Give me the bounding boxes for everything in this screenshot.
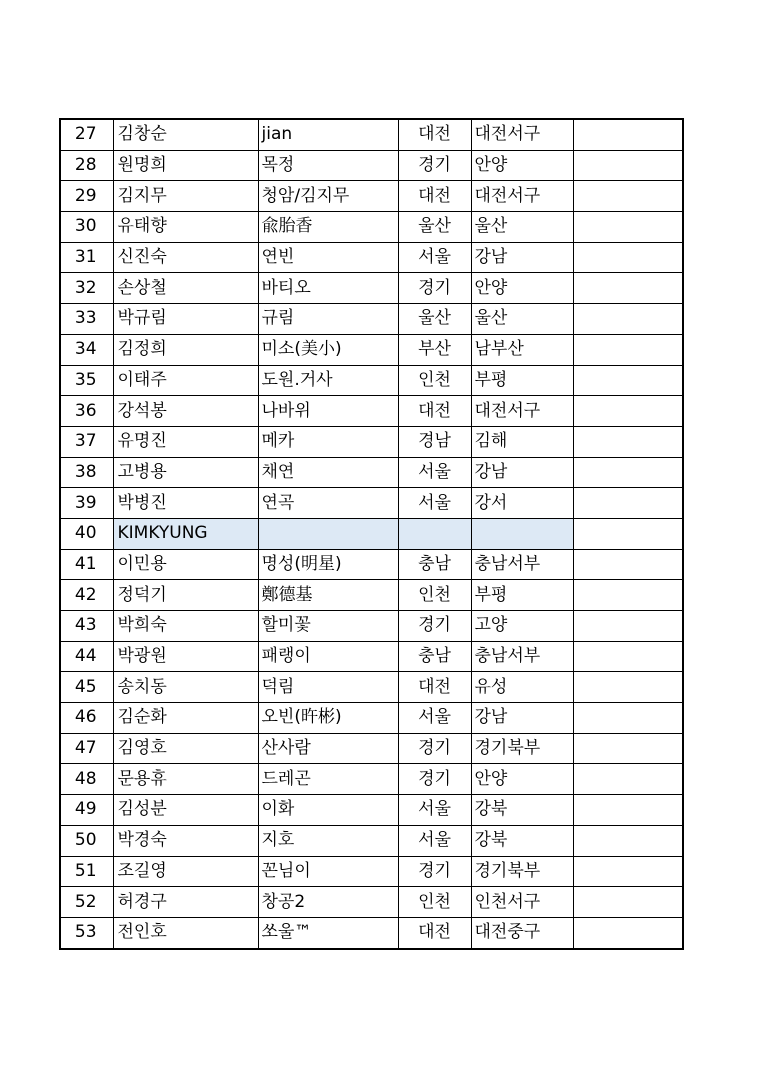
member-nickname-cell: 오빈(旿彬) — [258, 703, 398, 734]
table-row — [60, 703, 683, 734]
member-extra-cell — [573, 611, 683, 642]
row-number-cell: 36 — [60, 396, 113, 427]
row-number-cell: 44 — [60, 641, 113, 672]
member-table-sheet — [59, 118, 682, 950]
member-area-cell: 남부산 — [471, 334, 573, 365]
member-extra-cell — [573, 334, 683, 365]
member-name-cell: 강석봉 — [113, 396, 258, 427]
member-extra-cell — [573, 917, 683, 948]
row-number-cell: 46 — [60, 703, 113, 734]
table-row — [60, 457, 683, 488]
row-number-cell: 27 — [60, 119, 113, 150]
row-number-cell: 48 — [60, 764, 113, 795]
row-number-cell: 53 — [60, 917, 113, 948]
member-nickname-cell: jian — [258, 119, 398, 150]
member-extra-cell — [573, 119, 683, 150]
row-number-cell: 33 — [60, 304, 113, 335]
member-area-cell: 안양 — [471, 273, 573, 304]
table-row — [60, 580, 683, 611]
row-number-cell: 42 — [60, 580, 113, 611]
table-row — [60, 150, 683, 181]
member-area-cell: 울산 — [471, 304, 573, 335]
table-row — [60, 641, 683, 672]
member-name-cell: 박병진 — [113, 488, 258, 519]
member-nickname-cell: 목정 — [258, 150, 398, 181]
member-region-cell: 서울 — [398, 242, 471, 273]
member-area-cell: 안양 — [471, 764, 573, 795]
member-nickname-cell: 도원.거사 — [258, 365, 398, 396]
member-region-cell: 울산 — [398, 212, 471, 243]
member-area-cell: 강남 — [471, 703, 573, 734]
member-table-body — [60, 119, 683, 949]
row-number-cell: 30 — [60, 212, 113, 243]
member-name-cell: 이민용 — [113, 549, 258, 580]
member-name-cell: 박경숙 — [113, 825, 258, 856]
member-region-cell: 대전 — [398, 672, 471, 703]
table-row — [60, 764, 683, 795]
row-number-cell: 47 — [60, 733, 113, 764]
member-extra-cell — [573, 703, 683, 734]
member-name-cell: 박광원 — [113, 641, 258, 672]
member-nickname-cell: 명성(明星) — [258, 549, 398, 580]
table-row — [60, 611, 683, 642]
member-nickname-cell: 연빈 — [258, 242, 398, 273]
member-region-cell — [398, 518, 471, 549]
table-row — [60, 242, 683, 273]
table-row — [60, 518, 683, 549]
member-extra-cell — [573, 795, 683, 826]
member-name-cell: 고병용 — [113, 457, 258, 488]
member-area-cell: 대전서구 — [471, 119, 573, 150]
member-name-cell: 송치동 — [113, 672, 258, 703]
member-name-cell: 김순화 — [113, 703, 258, 734]
member-extra-cell — [573, 273, 683, 304]
table-row — [60, 549, 683, 580]
member-area-cell: 대전서구 — [471, 181, 573, 212]
row-number-cell: 34 — [60, 334, 113, 365]
member-nickname-cell — [258, 518, 398, 549]
member-extra-cell — [573, 518, 683, 549]
row-number-cell: 32 — [60, 273, 113, 304]
member-name-cell: KIMKYUNG — [113, 518, 258, 549]
member-extra-cell — [573, 150, 683, 181]
member-region-cell: 부산 — [398, 334, 471, 365]
table-row — [60, 672, 683, 703]
member-area-cell: 대전서구 — [471, 396, 573, 427]
member-name-cell: 김성분 — [113, 795, 258, 826]
member-area-cell: 유성 — [471, 672, 573, 703]
member-region-cell: 대전 — [398, 917, 471, 948]
member-area-cell: 고양 — [471, 611, 573, 642]
member-area-cell — [471, 518, 573, 549]
member-extra-cell — [573, 365, 683, 396]
member-region-cell: 경기 — [398, 856, 471, 887]
member-extra-cell — [573, 457, 683, 488]
row-number-cell: 38 — [60, 457, 113, 488]
member-area-cell: 대전중구 — [471, 917, 573, 948]
row-number-cell: 31 — [60, 242, 113, 273]
member-area-cell: 충남서부 — [471, 641, 573, 672]
member-region-cell: 인천 — [398, 365, 471, 396]
member-area-cell: 강북 — [471, 795, 573, 826]
member-region-cell: 경기 — [398, 273, 471, 304]
member-area-cell: 안양 — [471, 150, 573, 181]
member-area-cell: 울산 — [471, 212, 573, 243]
member-name-cell: 전인호 — [113, 917, 258, 948]
member-area-cell: 김해 — [471, 426, 573, 457]
member-region-cell: 인천 — [398, 580, 471, 611]
table-row — [60, 825, 683, 856]
member-region-cell: 인천 — [398, 887, 471, 918]
member-area-cell: 강서 — [471, 488, 573, 519]
member-area-cell: 강북 — [471, 825, 573, 856]
member-extra-cell — [573, 426, 683, 457]
row-number-cell: 51 — [60, 856, 113, 887]
member-nickname-cell: 연곡 — [258, 488, 398, 519]
member-nickname-cell: 드레곤 — [258, 764, 398, 795]
member-name-cell: 문용휴 — [113, 764, 258, 795]
member-nickname-cell: 채연 — [258, 457, 398, 488]
row-number-cell: 37 — [60, 426, 113, 457]
member-nickname-cell: 산사람 — [258, 733, 398, 764]
row-number-cell: 50 — [60, 825, 113, 856]
member-region-cell: 경기 — [398, 733, 471, 764]
member-region-cell: 울산 — [398, 304, 471, 335]
member-area-cell: 부평 — [471, 365, 573, 396]
member-extra-cell — [573, 212, 683, 243]
table-row — [60, 396, 683, 427]
member-table — [59, 118, 684, 950]
member-name-cell: 허경구 — [113, 887, 258, 918]
member-region-cell: 대전 — [398, 181, 471, 212]
member-nickname-cell: 덕림 — [258, 672, 398, 703]
member-nickname-cell: 兪胎香 — [258, 212, 398, 243]
member-name-cell: 손상철 — [113, 273, 258, 304]
member-name-cell: 조길영 — [113, 856, 258, 887]
table-row — [60, 304, 683, 335]
member-extra-cell — [573, 641, 683, 672]
table-row — [60, 212, 683, 243]
member-name-cell: 박규림 — [113, 304, 258, 335]
member-extra-cell — [573, 580, 683, 611]
member-name-cell: 유태향 — [113, 212, 258, 243]
member-area-cell: 부평 — [471, 580, 573, 611]
member-extra-cell — [573, 488, 683, 519]
member-extra-cell — [573, 304, 683, 335]
member-name-cell: 김정희 — [113, 334, 258, 365]
member-nickname-cell: 할미꽃 — [258, 611, 398, 642]
table-row — [60, 917, 683, 948]
member-region-cell: 대전 — [398, 119, 471, 150]
member-nickname-cell: 鄭德基 — [258, 580, 398, 611]
row-number-cell: 52 — [60, 887, 113, 918]
member-region-cell: 경남 — [398, 426, 471, 457]
member-region-cell: 서울 — [398, 488, 471, 519]
member-region-cell: 경기 — [398, 611, 471, 642]
member-extra-cell — [573, 549, 683, 580]
member-extra-cell — [573, 396, 683, 427]
member-nickname-cell: 바티오 — [258, 273, 398, 304]
row-number-cell: 49 — [60, 795, 113, 826]
member-name-cell: 유명진 — [113, 426, 258, 457]
member-region-cell: 충남 — [398, 549, 471, 580]
table-row — [60, 273, 683, 304]
member-region-cell: 충남 — [398, 641, 471, 672]
member-area-cell: 경기북부 — [471, 856, 573, 887]
table-row — [60, 119, 683, 150]
member-name-cell: 김창순 — [113, 119, 258, 150]
member-name-cell: 김영호 — [113, 733, 258, 764]
row-number-cell: 40 — [60, 518, 113, 549]
row-number-cell: 39 — [60, 488, 113, 519]
table-row — [60, 887, 683, 918]
table-row — [60, 488, 683, 519]
member-area-cell: 경기북부 — [471, 733, 573, 764]
member-nickname-cell: 청암/김지무 — [258, 181, 398, 212]
member-nickname-cell: 쏘울™ — [258, 917, 398, 948]
member-extra-cell — [573, 672, 683, 703]
member-nickname-cell: 이화 — [258, 795, 398, 826]
member-name-cell: 김지무 — [113, 181, 258, 212]
row-number-cell: 41 — [60, 549, 113, 580]
member-name-cell: 정덕기 — [113, 580, 258, 611]
member-area-cell: 강남 — [471, 242, 573, 273]
member-region-cell: 서울 — [398, 703, 471, 734]
member-name-cell: 이태주 — [113, 365, 258, 396]
row-number-cell: 29 — [60, 181, 113, 212]
table-row — [60, 181, 683, 212]
member-nickname-cell: 미소(美小) — [258, 334, 398, 365]
member-nickname-cell: 메카 — [258, 426, 398, 457]
row-number-cell: 43 — [60, 611, 113, 642]
member-nickname-cell: 지호 — [258, 825, 398, 856]
member-region-cell: 경기 — [398, 150, 471, 181]
table-row — [60, 795, 683, 826]
member-region-cell: 서울 — [398, 825, 471, 856]
member-name-cell: 원명희 — [113, 150, 258, 181]
member-extra-cell — [573, 181, 683, 212]
member-name-cell: 신진숙 — [113, 242, 258, 273]
member-extra-cell — [573, 733, 683, 764]
member-extra-cell — [573, 856, 683, 887]
member-extra-cell — [573, 242, 683, 273]
member-nickname-cell: 창공2 — [258, 887, 398, 918]
member-area-cell: 강남 — [471, 457, 573, 488]
member-nickname-cell: 패랭이 — [258, 641, 398, 672]
row-number-cell: 45 — [60, 672, 113, 703]
table-row — [60, 733, 683, 764]
member-nickname-cell: 꼰님이 — [258, 856, 398, 887]
table-row — [60, 365, 683, 396]
row-number-cell: 28 — [60, 150, 113, 181]
table-row — [60, 334, 683, 365]
member-nickname-cell: 규림 — [258, 304, 398, 335]
member-extra-cell — [573, 764, 683, 795]
row-number-cell: 35 — [60, 365, 113, 396]
member-area-cell: 인천서구 — [471, 887, 573, 918]
member-extra-cell — [573, 887, 683, 918]
member-region-cell: 경기 — [398, 764, 471, 795]
member-extra-cell — [573, 825, 683, 856]
member-area-cell: 충남서부 — [471, 549, 573, 580]
member-name-cell: 박희숙 — [113, 611, 258, 642]
member-region-cell: 서울 — [398, 457, 471, 488]
member-nickname-cell: 나바위 — [258, 396, 398, 427]
table-row — [60, 856, 683, 887]
member-region-cell: 서울 — [398, 795, 471, 826]
member-region-cell: 대전 — [398, 396, 471, 427]
table-row — [60, 426, 683, 457]
